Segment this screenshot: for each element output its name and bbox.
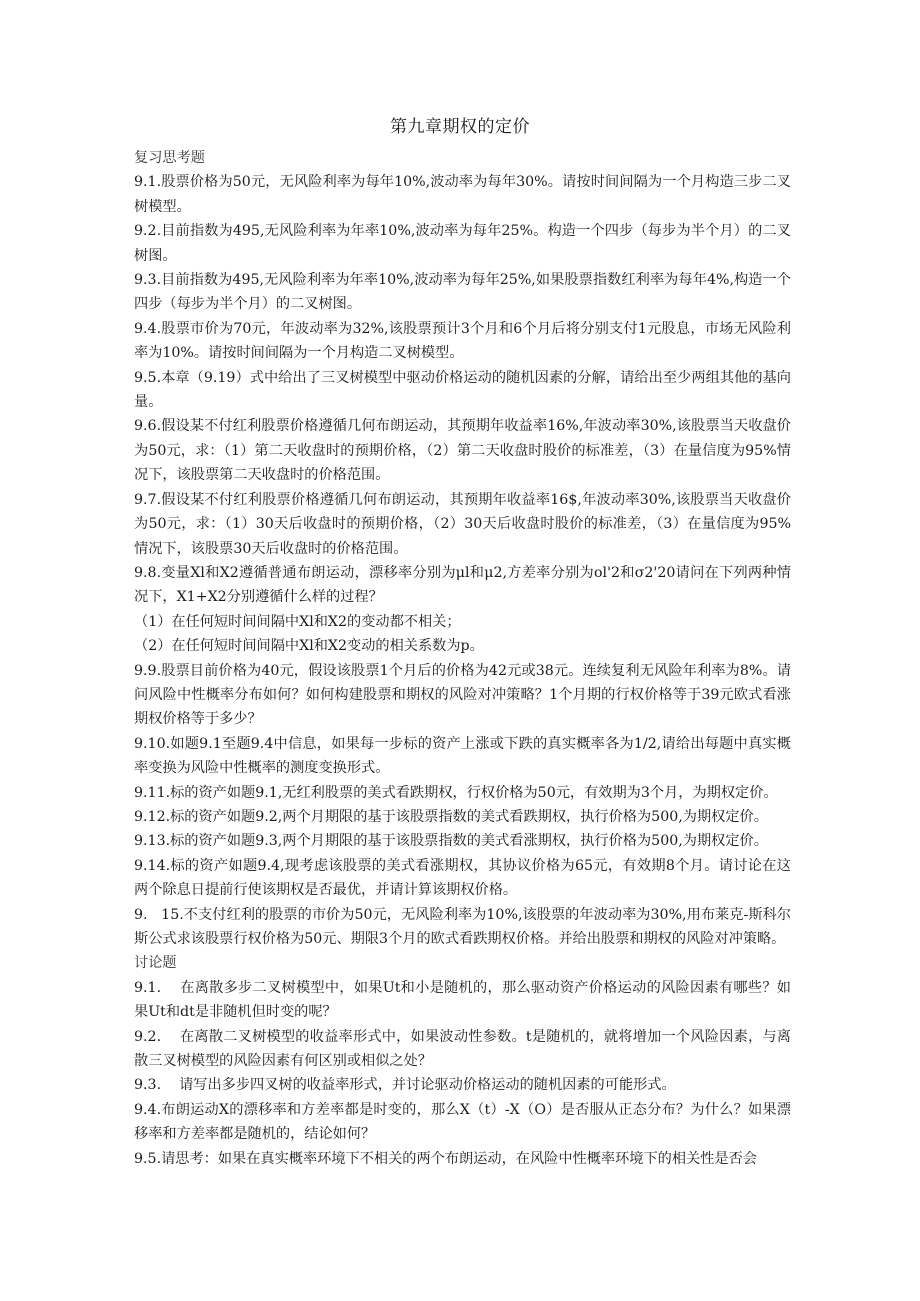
review-question: 9.2.目前指数为495,无风险利率为年率10%,波动率为每年25%。构造一个四步（每步为半个月）的二叉树图。 [134,223,791,264]
review-subquestion: （2）在任何短时间间隔中Xl和X2变动的相关系数为p。 [134,638,484,655]
discussion-question: 9.4.布朗运动X的漂移率和方差率都是时变的，那么X（t）-X（O）是否服从正态分布？为什么？如果漂移率和方差率都是随机的，结论如何？ [134,1101,791,1143]
review-question: 9.7.假设某不付红利股票价格遵循几何布朗运动，其预期年收益率16$,年波动率30%,该股票当天收盘价为50元，求：（1）30天后收盘时的预期价格，（2）30天后收盘时股价的标准差，（3）在量信度为95%情况下，该股票30天后收盘时的价格范围。 [134,491,791,557]
discussion-question: 9.1. 在离散多步二叉树模型中，如果Ut和小是随机的，那么驱动资产价格运动的风险因素有哪些？如果Ut和dt是非随机但时变的呢？ [134,979,791,1021]
review-subquestion: （1）在任何短时间间隔中Xl和X2的变动都不相关； [134,613,461,630]
review-question: 9.14.标的资产如题9.4,现考虑该股票的美式看涨期权，其协议价格为65元，有效期8个月。请讨论在这两个除息日提前行使该期权是否最优，并请计算该期权价格。 [134,857,791,899]
review-question: 9.5.本章（9.19）式中给出了三叉树模型中驱动价格运动的随机因素的分解，请给出至少两组其他的基向量。 [134,369,791,411]
review-question: 9.4.股票市价为70元，年波动率为32%,该股票预计3个月和6个月后将分别支付1元股息，市场无风险利率为10%。请按时间间隔为一个月构造二叉树模型。 [134,320,791,362]
review-question: 9.6.假设某不付红利股票价格遵循几何布朗运动，其预期年收益率16%,年波动率30%,该股票当天收盘价为50元，求：（1）第二天收盘时的预期价格，（2）第二天收盘时股价的标准差，（3）在量信度为95%情况下，该股票第二天收盘时的价格范围。 [134,418,791,484]
discussion-question: 9.3. 请写出多步四叉树的收益率形式，并讨论驱动价格运动的随机因素的可能形式。 [134,1077,676,1094]
review-question: 9.13.标的资产如题9.3,两个月期限的基于该股票指数的美式看涨期权，执行价格为500,为期权定价。 [134,833,768,850]
discussion-question: 9.2. 在离散二叉树模型的收益率形式中，如果波动性参数。t是随机的，就将增加一个风险因素，与离散三叉树模型的风险因素有何区别或相似之处？ [134,1028,791,1070]
chapter-title: 第九章期权的定价 [390,117,530,137]
review-question: 9.8.变量Xl和X2遵循普通布朗运动，漂移率分别为μl和μ2,方差率分别为ol'2和σ2'20请问在下列两种情况下，X1+X2分别遵循什么样的过程？ [134,564,791,606]
review-question: 9.3.目前指数为495,无风险利率为年率10%,波动率为每年25%,如果股票指数红利率为每年4%,构造一个四步（每步为半个月）的二叉树图。 [134,272,791,313]
review-question: 9. 15.不支付红利的股票的市价为50元，无风险利率为10%,该股票的年波动率为30%,用布莱克-斯科尔斯公式求该股票行权价格为50元、期限3个月的欧式看跌期权价格。并给出股票和期权的风险对冲策略。 [134,906,791,947]
review-question: 9.1.股票价格为50元，无风险利率为每年10%,波动率为每年30%。请按时间间隔为一个月构造三步二叉树模型。 [134,174,791,215]
review-question: 9.10.如题9.1至题9.4中信息，如果每一步标的资产上涨或下跌的真实概率各为1/2,请给出每题中真实概率变换为风险中性概率的测度变换形式。 [134,735,791,777]
review-question: 9.11.标的资产如题9.1,无红利股票的美式看跌期权，行权价格为50元，有效期为3个月，为期权定价。 [134,784,778,801]
document-body [134,146,791,1171]
review-question: 9.9.股票目前价格为40元，假设该股票1个月后的价格为42元或38元。连续复利无风险年利率为8%。请问风险中性概率分布如何？如何构建股票和期权的风险对冲策略？1个月期的行权价格等于39元欧式看涨期权价格等于多少？ [134,662,791,728]
review-heading: 复习思考题 [134,150,205,166]
discussion-question: 9.5.请思考：如果在真实概率环境下不相关的两个布朗运动，在风险中性概率环境下的相关性是否会 [134,1150,757,1167]
review-question: 9.12.标的资产如题9.2,两个月期限的基于该股票指数的美式看跌期权，执行价格为500,为期权定价。 [134,808,768,825]
discussion-heading: 讨论题 [134,955,177,972]
